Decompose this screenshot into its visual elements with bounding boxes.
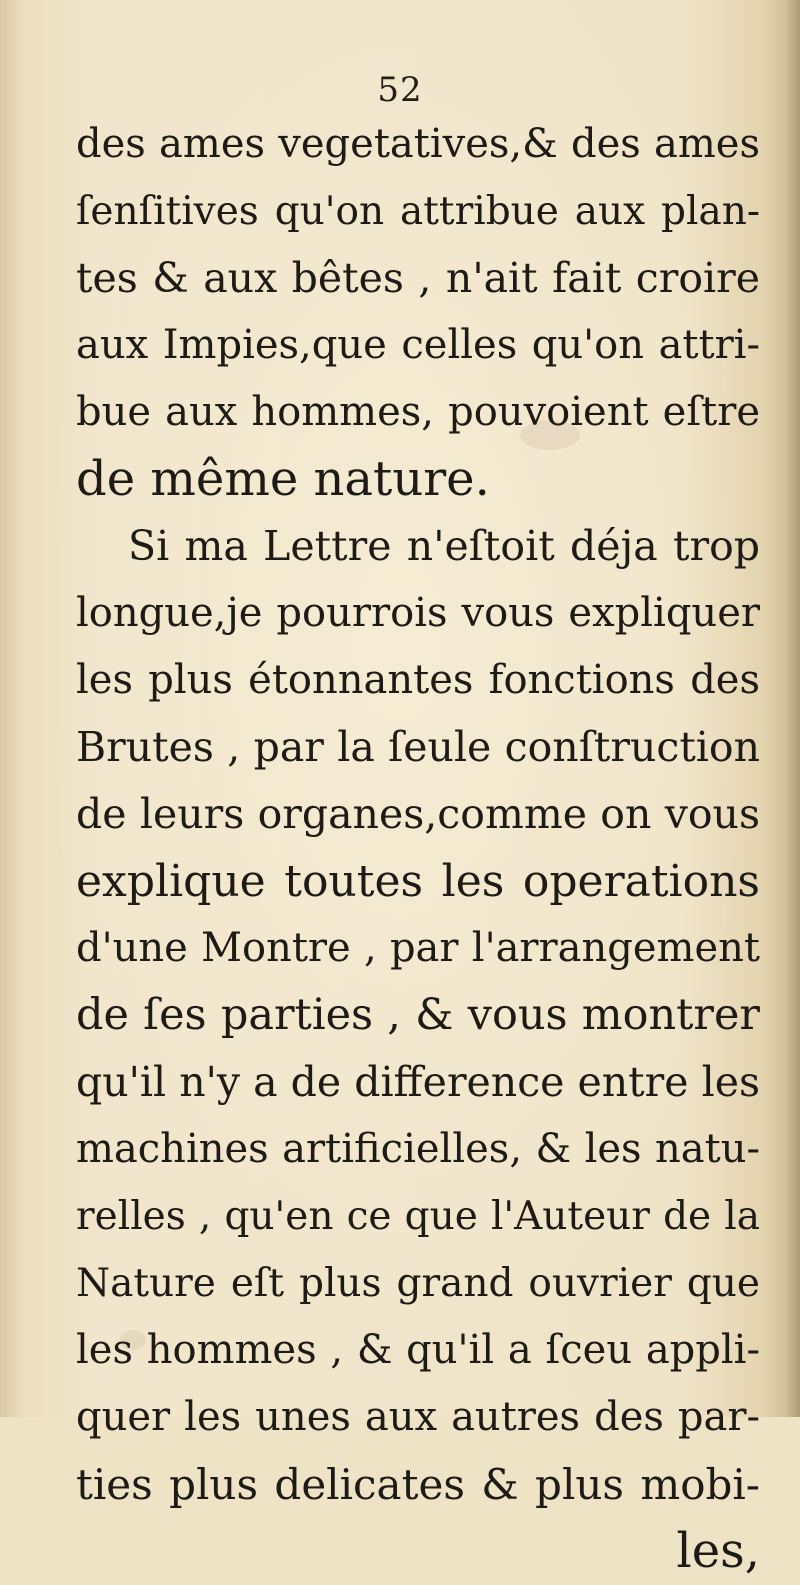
text-line: de ſes parties , & vous montrer: [76, 990, 760, 1040]
text-line: aux Impies,que celles qu'on attri-: [76, 322, 760, 368]
text-line: explique toutes les operations: [76, 856, 760, 907]
text-line: d'une Montre , par l'arrangement: [76, 925, 760, 971]
text-line: machines artificielles, & les natu-: [76, 1126, 760, 1172]
text-line: les hommes , & qu'il a ſceu appli-: [76, 1327, 760, 1373]
text-line: longue,je pourrois vous expliquer: [76, 590, 760, 636]
text-line: bue aux hommes, pouvoient eſtre: [76, 389, 760, 435]
text-line: ſenſitives qu'on attribue aux plan-: [76, 189, 760, 234]
text-line: de leurs organes,comme on vous: [76, 790, 760, 838]
text-line: relles , qu'en ce que l'Auteur de la: [76, 1194, 760, 1239]
text-line: quer les unes aux autres des par-: [76, 1394, 760, 1440]
text-line: de même nature.: [76, 451, 490, 507]
page-number: 52: [377, 70, 423, 110]
body-text: [76, 111, 760, 1585]
text-line: Si ma Lettre n'eſtoit déja trop: [128, 522, 760, 570]
text-line: les plus étonnantes fonctions des: [76, 657, 760, 703]
text-line: Nature eſt plus grand ouvrier que: [76, 1261, 760, 1306]
text-line: des ames vegetatives,& des ames: [76, 121, 760, 167]
text-line: qu'il n'y a de difference entre les: [76, 1058, 760, 1106]
text-line: tes & aux bêtes , n'ait fait croire: [76, 254, 760, 302]
catchword: les,: [676, 1523, 760, 1579]
text-line: Brutes , par la ſeule conſtruction: [76, 723, 760, 771]
text-line: ties plus delicates & plus mobi-: [76, 1460, 760, 1509]
